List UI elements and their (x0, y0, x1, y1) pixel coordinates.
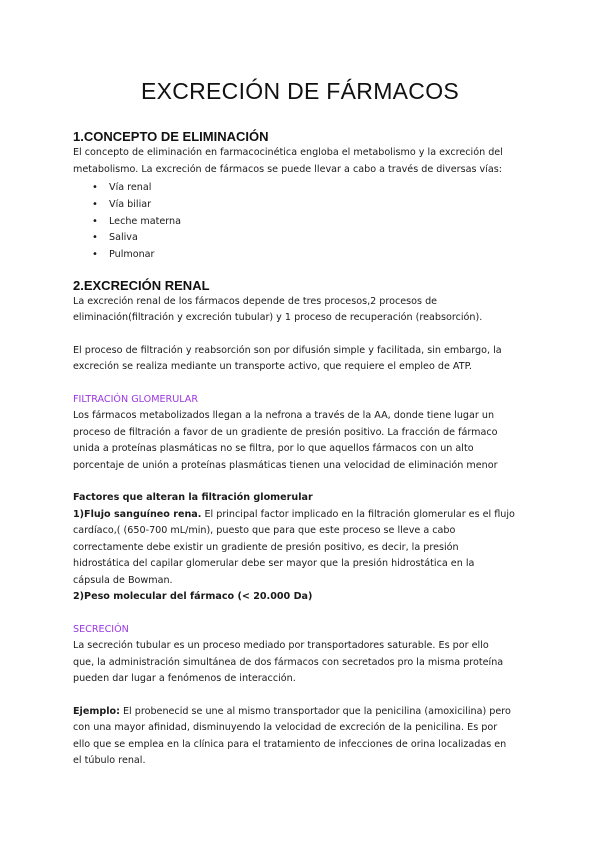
factor1-line: cápsula de Bowman. (73, 574, 173, 586)
section2-para1-line2: eliminación(filtración y excreción tubular) y 1 proceso de recuperación (reabsorción). (73, 312, 483, 324)
factors-heading: Factores que alteran la filtración glomerular (73, 492, 313, 504)
page-title: EXCRECIÓN DE FÁRMACOS (140, 78, 460, 104)
example-line: el túbulo renal. (73, 755, 146, 767)
section2-para2-line2: excreción se realiza mediante un transporte activo, que requiere el empleo de ATP. (73, 361, 472, 373)
document-body (73, 128, 533, 770)
section2-heading: 2.EXCRECIÓN RENAL (73, 277, 210, 293)
filtration-line: unida a proteínas plasmáticas no se filtra, por lo que aquellos fármacos con un alto (73, 443, 474, 455)
section1-heading: 1.CONCEPTO DE ELIMINACIÓN (73, 129, 269, 144)
section2-para2-line1: El proceso de filtración y reabsorción son por difusión simple y facilitada, sin embargo, la (73, 344, 502, 356)
section2-para1-line1: La excreción renal de los fármacos depende de tres procesos,2 procesos de (73, 295, 438, 307)
section1-intro-line2: metabolismo. La excreción de fármacos se puede llevar a cabo a través de diversas vías: (73, 163, 502, 175)
secretion-line: que, la administración simultánea de dos fármacos con secretados pro la misma proteína (73, 656, 504, 668)
example-line: con una mayor afinidad, disminuyendo la velocidad de excreción de la penicilina. Es por (73, 722, 498, 734)
factor1-line: cardíaco,( (650-700 mL/min), puesto que para que este proceso se lleve a cabo (73, 525, 456, 537)
list-item: • Vía renal (109, 180, 533, 197)
factor2: 2)Peso molecular del fármaco (< 20.000 Da) (73, 591, 313, 603)
filtration-heading: FILTRACIÓN GLOMERULAR (73, 393, 199, 405)
list-item: • Leche materna (109, 214, 533, 231)
factor1-first-line (73, 507, 533, 524)
factor1-text: El principal factor implicado en la filtración glomerular es el flujo (201, 508, 515, 520)
list-item: • Saliva (109, 230, 533, 247)
routes-list (73, 180, 533, 264)
example-line: ello que se emplea en la clínica para el tratamiento de infecciones de orina localizadas en (73, 738, 507, 750)
list-item: • Vía biliar (109, 197, 533, 214)
factor1-line: hidrostática del capilar glomerular debe ser mayor que la presión hidrostática en la (73, 558, 475, 570)
factor1-label: 1)Flujo sanguíneo rena. (73, 508, 202, 520)
secretion-heading: SECRECIÓN (73, 623, 129, 635)
example-text: El probenecid se une al mismo transportador que la penicilina (amoxicilina) pero (119, 705, 511, 717)
section1-intro-line1: El concepto de eliminación en farmacocinética engloba el metabolismo y la excreción del (73, 147, 503, 158)
filtration-line: Los fármacos metabolizados llegan a la nefrona a través de la AA, donde tiene lugar un (73, 410, 495, 422)
filtration-line: porcentaje de unión a proteínas plasmáticas tienen una velocidad de eliminación menor (73, 459, 498, 471)
secretion-line: pueden dar lugar a fenómenos de interacción. (73, 673, 296, 685)
list-item: • Pulmonar (109, 247, 533, 264)
example-label: Ejemplo: (73, 705, 120, 717)
example-first-line (73, 704, 533, 721)
secretion-line: La secreción tubular es un proceso mediado por transportadores saturable. Es por ello (73, 640, 489, 652)
factor1-line: correctamente debe existir un gradiente de presión positivo, es decir, la presión (73, 541, 459, 553)
filtration-line: proceso de filtración a favor de un gradiente de presión positivo. La fracción de fármaco (73, 426, 498, 438)
